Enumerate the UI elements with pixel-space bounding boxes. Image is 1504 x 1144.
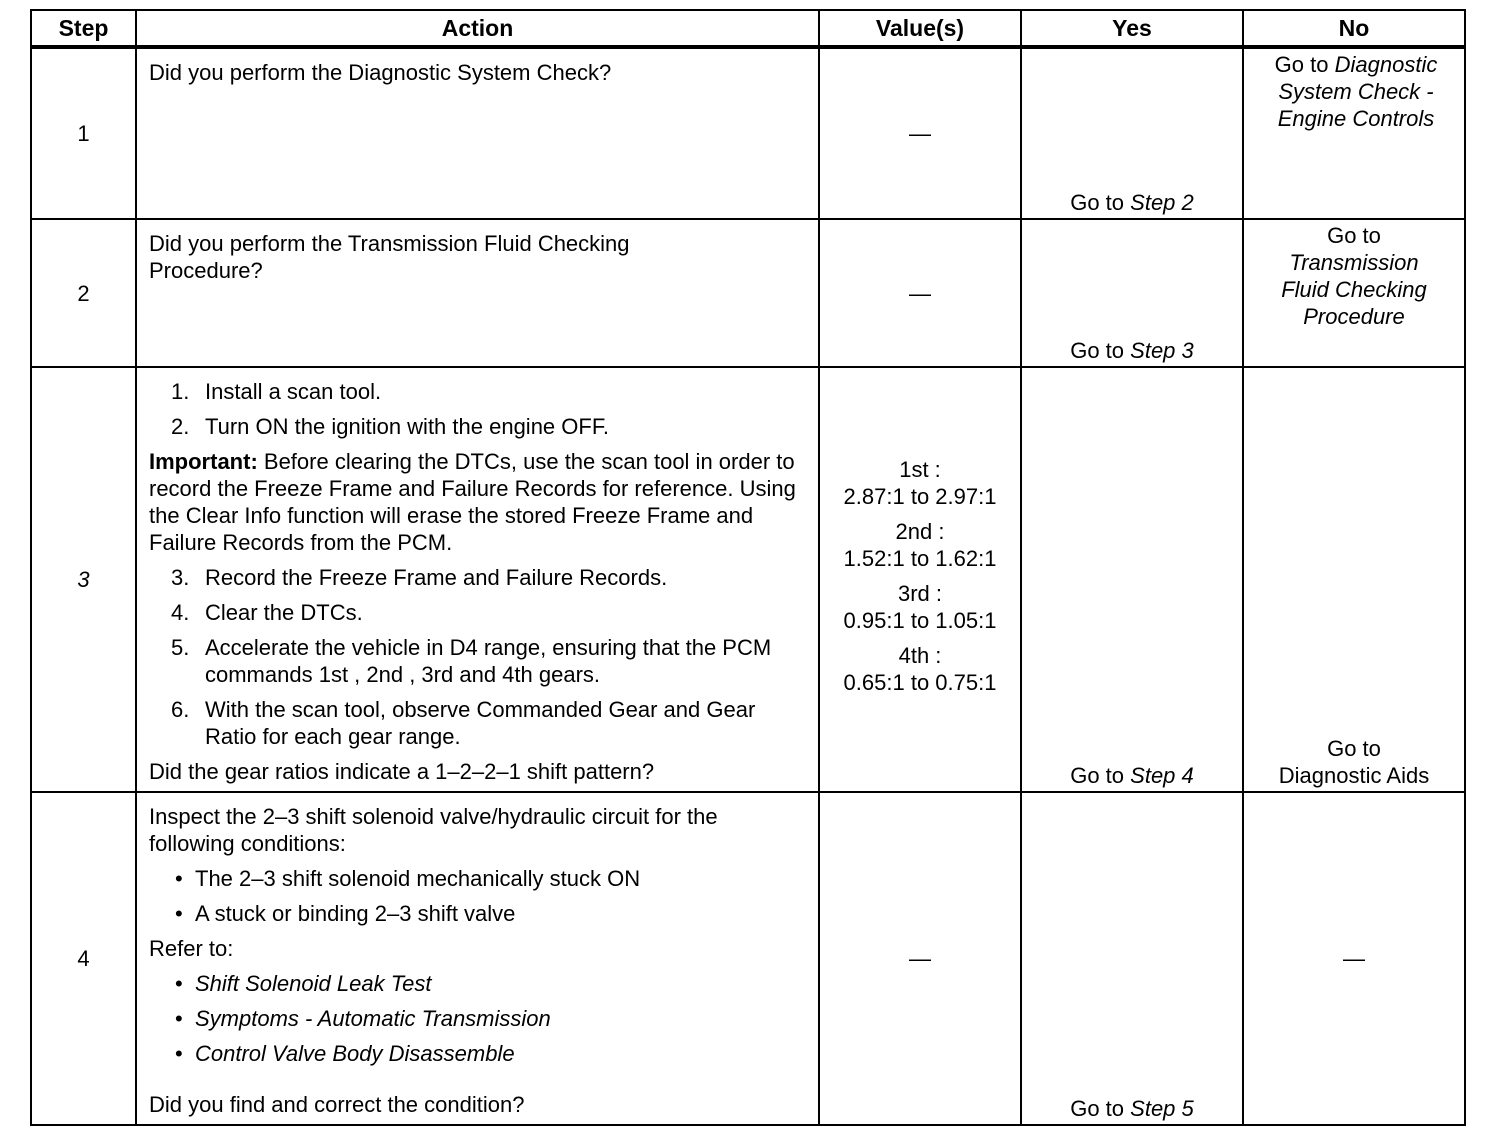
conditions-list — [149, 865, 808, 927]
gear-ratio — [820, 456, 1020, 510]
condition-text: A stuck or binding 2–3 shift valve — [195, 901, 516, 926]
list-item: 2. Turn ON the ignition with the engine OFF. — [171, 414, 609, 439]
value-dash: — — [909, 280, 931, 306]
yes-link[interactable]: Step 5 — [1130, 1096, 1194, 1121]
step-number-text: 3 — [77, 567, 90, 592]
yes-link[interactable]: Step 4 — [1130, 763, 1194, 788]
no-prefix: Go to — [1327, 223, 1381, 248]
refer-label: Refer to: — [149, 936, 234, 961]
table-row — [31, 792, 1465, 1125]
important-note — [149, 448, 808, 556]
list-item: • Shift Solenoid Leak Test — [175, 971, 432, 996]
reference-link[interactable]: Shift Solenoid Leak Test — [195, 971, 432, 996]
no-dash: — — [1343, 946, 1365, 971]
list-item: • Control Valve Body Disassemble — [175, 1041, 515, 1066]
step-text: Clear the DTCs. — [205, 600, 363, 625]
step-number — [31, 367, 136, 792]
step-number: 1 — [31, 47, 136, 219]
no-cell — [1243, 367, 1465, 792]
header-row — [31, 10, 1465, 47]
action-question: Did you find and correct the condition? — [149, 1092, 525, 1117]
value-dash: — — [909, 946, 931, 971]
yes-cell — [1021, 219, 1243, 367]
no-link[interactable]: Diagnostic System Check - Engine Controls — [1277, 52, 1438, 131]
action-question: Did you perform the Diagnostic System Check? — [149, 60, 612, 85]
yes-prefix: Go to — [1070, 338, 1125, 363]
action-steps-list — [149, 378, 808, 440]
header-yes: Yes — [1021, 10, 1243, 47]
action-cell — [136, 792, 819, 1125]
list-item: • A stuck or binding 2–3 shift valve — [175, 901, 516, 926]
step-number: 2 — [31, 219, 136, 367]
gear-label: 4th : — [898, 642, 942, 668]
list-item: • Symptoms - Automatic Transmission — [175, 1006, 551, 1031]
list-item: 4. Clear the DTCs. — [171, 600, 363, 625]
list-item: 3. Record the Freeze Frame and Failure Records. — [171, 565, 668, 590]
references-list — [149, 970, 808, 1067]
header-action: Action — [136, 10, 819, 47]
important-label: Important: — [149, 449, 258, 474]
list-item: 5. Accelerate the vehicle in D4 range, ensuring that the PCM commands 1st , 2nd , 3rd and 4th gears. — [171, 635, 772, 687]
value-cell — [819, 47, 1021, 219]
no-link[interactable]: Diagnostic Aids — [1278, 763, 1430, 788]
action-cell — [136, 367, 819, 792]
no-prefix: Go to — [1327, 736, 1381, 761]
action-cell — [136, 219, 819, 367]
header-no: No — [1243, 10, 1465, 47]
value-cell — [819, 792, 1021, 1125]
action-question: Did the gear ratios indicate a 1–2–2–1 shift pattern? — [149, 759, 655, 784]
no-prefix: Go to — [1274, 52, 1329, 77]
step-text: Accelerate the vehicle in D4 range, ensuring that the PCM commands 1st , 2nd , 3rd and 4th gears. — [205, 635, 772, 687]
condition-text: The 2–3 shift solenoid mechanically stuck ON — [195, 866, 641, 891]
gear-ratio — [820, 580, 1020, 634]
list-item: • The 2–3 shift solenoid mechanically stuck ON — [175, 866, 641, 891]
step-text: With the scan tool, observe Commanded Gear and Gear Ratio for each gear range. — [205, 697, 756, 749]
yes-prefix: Go to — [1070, 763, 1125, 788]
table-row — [31, 219, 1465, 367]
list-item: 1. Install a scan tool. — [171, 379, 382, 404]
table-row — [31, 47, 1465, 219]
no-cell — [1243, 792, 1465, 1125]
gear-range: 2.87:1 to 2.97:1 — [843, 483, 997, 509]
gear-ratio — [820, 642, 1020, 696]
action-steps-list — [149, 564, 808, 750]
gear-label: 2nd : — [895, 518, 945, 544]
action-question: Did you perform the Transmission Fluid Checking Procedure? — [149, 231, 630, 283]
yes-cell — [1021, 792, 1243, 1125]
value-cell — [819, 367, 1021, 792]
no-cell — [1243, 47, 1465, 219]
step-text: Install a scan tool. — [205, 379, 382, 404]
gear-range: 0.65:1 to 0.75:1 — [843, 669, 997, 695]
gear-range: 1.52:1 to 1.62:1 — [843, 545, 997, 571]
gear-label: 1st : — [899, 456, 941, 482]
yes-cell — [1021, 367, 1243, 792]
no-link[interactable]: Transmission Fluid Checking Procedure — [1281, 250, 1427, 329]
diagnostic-table — [30, 9, 1466, 1126]
yes-cell — [1021, 47, 1243, 219]
header-values: Value(s) — [819, 10, 1021, 47]
gear-ratio — [820, 518, 1020, 572]
step-text: Record the Freeze Frame and Failure Records. — [205, 565, 668, 590]
reference-link[interactable]: Control Valve Body Disassemble — [195, 1041, 515, 1066]
step-text: Turn ON the ignition with the engine OFF. — [205, 414, 609, 439]
list-item: 6. With the scan tool, observe Commanded Gear and Gear Ratio for each gear range. — [171, 697, 756, 749]
yes-prefix: Go to — [1070, 190, 1125, 215]
step-number: 4 — [31, 792, 136, 1125]
action-intro: Inspect the 2–3 shift solenoid valve/hydraulic circuit for the following conditions: — [149, 804, 718, 856]
gear-label: 3rd : — [897, 580, 943, 606]
action-cell — [136, 47, 819, 219]
yes-prefix: Go to — [1070, 1096, 1125, 1121]
yes-link[interactable]: Step 3 — [1130, 338, 1194, 363]
important-text: Before clearing the DTCs, use the scan tool in order to record the Freeze Frame and Failure Records for reference. Using the Clear Info function will erase the stored Freeze Frame and Failure Records from the PCM. — [149, 449, 796, 555]
no-cell — [1243, 219, 1465, 367]
reference-link[interactable]: Symptoms - Automatic Transmission — [195, 1006, 551, 1031]
yes-link[interactable]: Step 2 — [1130, 190, 1194, 215]
value-cell — [819, 219, 1021, 367]
gear-range: 0.95:1 to 1.05:1 — [843, 607, 997, 633]
header-step: Step — [31, 10, 136, 47]
value-dash: — — [909, 121, 931, 146]
table-row — [31, 367, 1465, 792]
